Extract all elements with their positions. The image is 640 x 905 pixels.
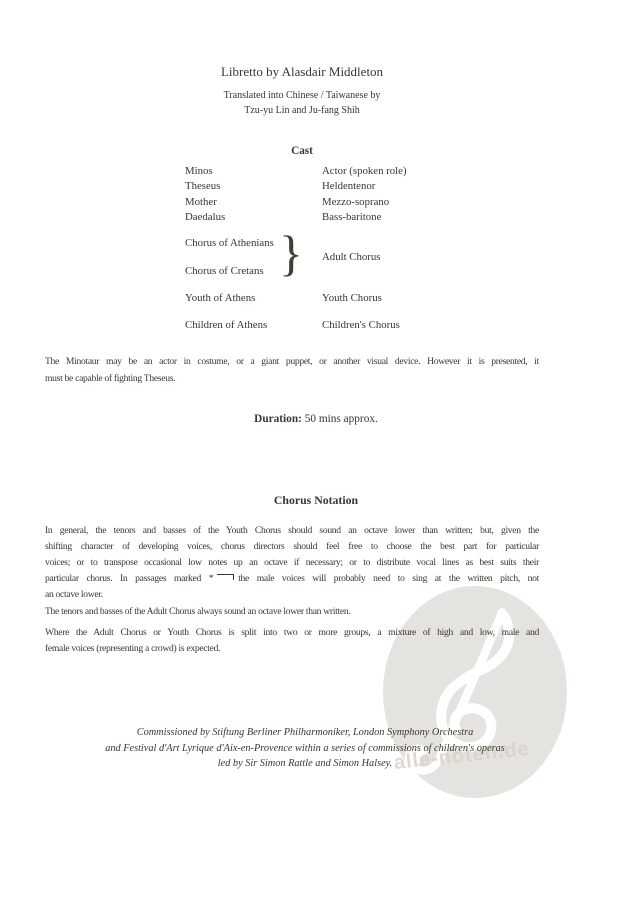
cast-row — [185, 292, 382, 304]
cast-role: Youth of Athens — [185, 292, 256, 304]
translation-credit-line2: Tzu-yu Lin and Ju-fang Shih — [244, 105, 360, 117]
duration-value: 50 mins approx. — [304, 413, 378, 425]
cast-role-chorus-cretans: Chorus of Cretans — [185, 265, 264, 277]
notation-p1-line5: an octave lower. — [45, 588, 103, 600]
page-title: Libretto by Alasdair Middleton — [220, 64, 384, 79]
cast-role-chorus-athenians: Chorus of Athenians — [185, 237, 274, 249]
minotaur-note-line1: The Minotaur may be an actor in costume, or a giant puppet, or another visual device. However it is presented, it — [45, 356, 539, 367]
cast-row — [185, 179, 407, 194]
cast-voice: Bass-baritone — [322, 211, 382, 224]
duration-label: Duration: — [254, 413, 302, 425]
cast-table — [185, 164, 407, 225]
notation-p1-line3: voices; or to transpose occasional low notes up an octave if necessary; or to distribute vocal lines as best suits their — [45, 556, 539, 568]
notation-p1-line4-before: particular chorus. In passages marked * — [45, 572, 214, 584]
commission-line3: led by Sir Simon Rattle and Simon Halsey. — [217, 758, 393, 770]
duration-line — [106, 413, 526, 425]
cast-voice: Mezzo-soprano — [322, 195, 390, 208]
cast-voice-adult-chorus: Adult Chorus — [322, 251, 381, 263]
notation-p3-line1: Where the Adult Chorus or Youth Chorus is split into two or more groups, a mixture of high and low, male and — [45, 627, 539, 638]
notation-paragraph-2: The tenors and basses of the Adult Chorus always sound an octave lower than written. — [45, 606, 351, 617]
chorus-notation-heading: Chorus Notation — [273, 493, 359, 507]
written-pitch-bracket-icon — [217, 574, 234, 580]
cast-role: Daedalus — [185, 211, 226, 224]
cast-role: Theseus — [185, 180, 221, 193]
cast-row — [185, 195, 407, 210]
minotaur-note-line2: must be capable of fighting Theseus. — [45, 373, 176, 385]
notation-p1-line4-after: the male voices will probably need to sing at the written pitch, not — [238, 572, 539, 584]
cast-row — [185, 210, 407, 225]
notation-p1-line2: shifting character of developing voices, chorus directors should feel free to choose the best part for particular — [45, 540, 539, 552]
cast-role: Mother — [185, 195, 217, 208]
cast-role: Children of Athens — [185, 319, 268, 331]
translation-credit — [92, 88, 512, 119]
notation-paragraph-3 — [45, 625, 539, 657]
notation-p1-line4 — [45, 571, 539, 587]
notation-paragraph-1 — [45, 523, 539, 603]
watermark-text: alle-noten.de — [392, 737, 531, 774]
cast-role: Minos — [185, 165, 213, 177]
cast-row — [185, 319, 400, 331]
cast-heading: Cast — [291, 145, 313, 157]
translation-credit-line1: Translated into Chinese / Taiwanese by — [223, 90, 381, 101]
commission-note — [75, 725, 535, 772]
cast-voice: Actor (spoken role) — [322, 165, 407, 177]
minotaur-note — [45, 353, 539, 388]
cast-voice: Youth Chorus — [322, 292, 382, 304]
notation-p1-line1: In general, the tenors and basses of the Youth Chorus should sound an octave lower than written; but, given the — [45, 525, 539, 536]
commission-line2: and Festival d'Art Lyrique d'Aix-en-Provence within a series of commissions of children's operas — [105, 742, 505, 754]
cast-row — [185, 164, 407, 179]
notation-p3-line2: female voices (representing a crowd) is expected. — [45, 642, 221, 654]
chorus-brace: } — [279, 225, 303, 281]
commission-line1: Commissioned by Stiftung Berliner Philharmoniker, London Symphony Orchestra — [136, 727, 474, 738]
cast-voice: Heldentenor — [322, 180, 376, 193]
cast-voice: Children's Chorus — [322, 319, 400, 331]
